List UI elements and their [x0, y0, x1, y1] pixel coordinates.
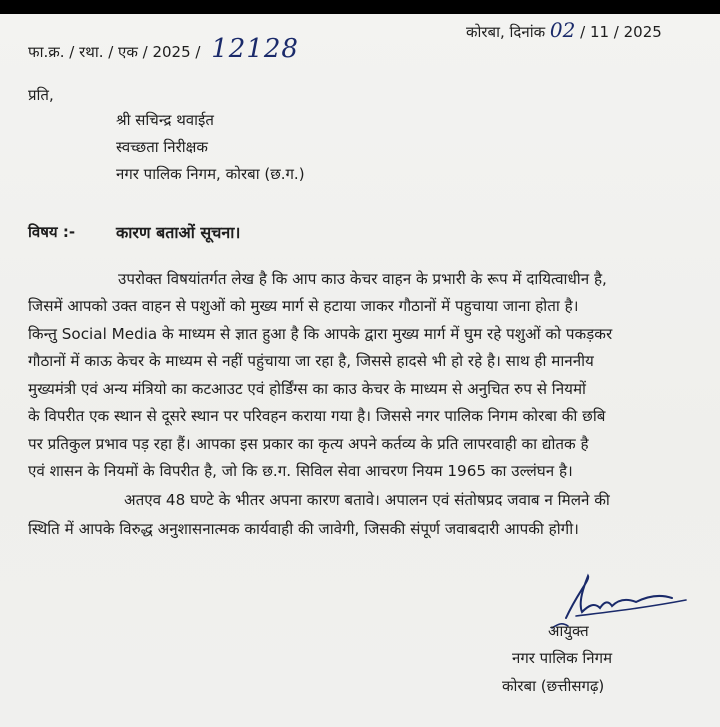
body-line: अतएव 48 घण्टे के भीतर अपना कारण बतावे। अपालन एवं संतोषप्रद जवाब न मिलने की: [124, 491, 610, 509]
top-dark-strip: [0, 0, 720, 14]
body-line: जिसमें आपको उक्त वाहन से पशुओं को मुख्य मार्ग से हटाया जाकर गौठानों में पहुचाया जाना होता है।: [28, 297, 579, 315]
signatory-city: कोरबा (छत्तीसगढ़): [502, 677, 605, 695]
body-line: स्थिति में आपके विरुद्ध अनुशासनात्मक कार्यवाही की जावेगी, जिसकी संपूर्ण जवाबदारी आपकी होगी।: [28, 520, 579, 538]
signatory-designation: आयुक्त: [548, 622, 589, 640]
signatory-organization: नगर पालिक निगम: [512, 649, 613, 667]
date-line: [466, 18, 662, 42]
body-line: उपरोक्त विषयांतर्गत लेख है कि आप काउ केचर वाहन के प्रभारी के रूप में दायित्वाधीन है,: [118, 270, 607, 288]
date-day-handwritten: 02: [549, 18, 576, 42]
reference-prefix: फा.क्र. / रथा. / एक / 2025 /: [28, 43, 201, 61]
body-line: गौठानों में काऊ केचर के माध्यम से नहीं पहुंचाया जा रहा है, जिससे हादसे भी हो रहे है। साथ ही माननीय: [28, 352, 594, 370]
recipient-name: श्री सचिन्द्र थवाईत: [116, 111, 214, 129]
reference-number: [28, 34, 299, 64]
recipient-office: नगर पालिक निगम, कोरबा (छ.ग.): [116, 165, 305, 183]
reference-handwritten-number: 12128: [211, 34, 299, 64]
body-line: एवं शासन के नियमों के विपरीत है, जो कि छ.ग. सिविल सेवा आचरण नियम 1965 का उल्लंघन है।: [28, 462, 573, 480]
subject-text: कारण बताओं सूचना।: [116, 223, 241, 242]
recipient-designation: स्वच्छता निरीक्षक: [116, 138, 208, 156]
body-line: पर प्रतिकुल प्रभाव पड़ रहा हैं। आपका इस प्रकार का कृत्य अपने कर्तव्य के प्रति लापरवाही का द्योतक है: [28, 435, 589, 453]
body-line: किन्तु Social Media के माध्यम से ज्ञात हुआ है कि आपके द्वारा मुख्य मार्ग में घुम रहे पशुओं को पकड़कर: [28, 325, 613, 343]
date-month-year: / 11 / 2025: [580, 23, 662, 41]
to-label: प्रति,: [28, 86, 54, 104]
body-line: मुख्यमंत्री एवं अन्य मंत्रियो का कटआउट एवं होर्डिंग्स का काउ केचर के माध्यम से अनुचित रुप से नियमों: [28, 380, 586, 398]
subject-label: विषय :-: [28, 223, 76, 241]
date-label: कोरबा, दिनांक: [466, 23, 546, 41]
body-line: के विपरीत एक स्थान से दूसरे स्थान पर परिवहन कराया गया है। जिससे नगर पालिक निगम कोरबा की छबि: [28, 407, 606, 425]
letter-page: [0, 14, 720, 727]
